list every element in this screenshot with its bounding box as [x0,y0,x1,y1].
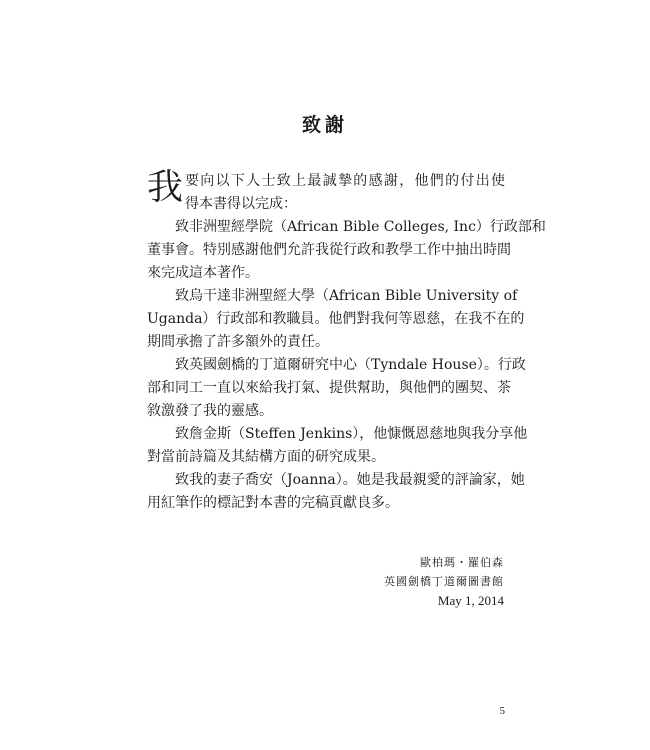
intro-line: 要向以下人士致上最誠摯的感謝，他們的付出使 [185,173,505,189]
paragraph-line: 部和同工一直以來給我打氣、提供幫助，與他們的團契、茶 [147,380,511,396]
paragraph-line: 來完成這本著作。 [147,265,259,281]
paragraph-line: 致烏干達非洲聖經大學（African Bible University of [175,288,518,304]
intro-paragraph [147,167,505,216]
paragraph-line: 對當前詩篇及其結構方面的研究成果。 [147,449,385,465]
paragraph-line: 致英國劍橋的丁道爾研究中心（Tyndale House）。行政 [175,357,526,373]
paragraph-colleges [147,216,546,285]
paragraph-tyndale [147,354,526,423]
author-name: 歐柏瑪・羅伯森 [420,556,504,569]
signature-date: May 1, 2014 [437,593,504,608]
paragraph-joanna [147,469,525,515]
paragraph-uganda [147,285,525,354]
drop-cap: 我 [147,167,184,208]
intro-line: 得本書得以完成： [185,196,297,212]
page-title: 致謝 [301,114,348,136]
paragraph-line: 致詹金斯（Steffen Jenkins），他慷慨恩慈地與我分享他 [175,426,528,442]
paragraph-line: 用紅筆作的標記對本書的完稿貢獻良多。 [147,495,399,511]
paragraph-line: 期間承擔了許多額外的責任。 [147,334,329,350]
paragraph-line: 董事會。特別感謝他們允許我從行政和教學工作中抽出時間 [147,242,511,258]
paragraph-line: 致我的妻子喬安（Joanna）。她是我最親愛的評論家，她 [175,472,525,488]
signature-block [384,553,504,610]
paragraph-line: 敘激發了我的靈感。 [147,403,273,419]
acknowledgement-body [147,167,546,515]
paragraph-jenkins [147,423,528,469]
author-location: 英國劍橋丁道爾圖書館 [384,575,504,588]
paragraph-line: Uganda）行政部和教職員。他們對我何等恩慈，在我不在的 [147,311,525,327]
page-number: 5 [499,705,505,717]
paragraph-line: 致非洲聖經學院（African Bible Colleges, Inc）行政部和 [175,219,546,235]
